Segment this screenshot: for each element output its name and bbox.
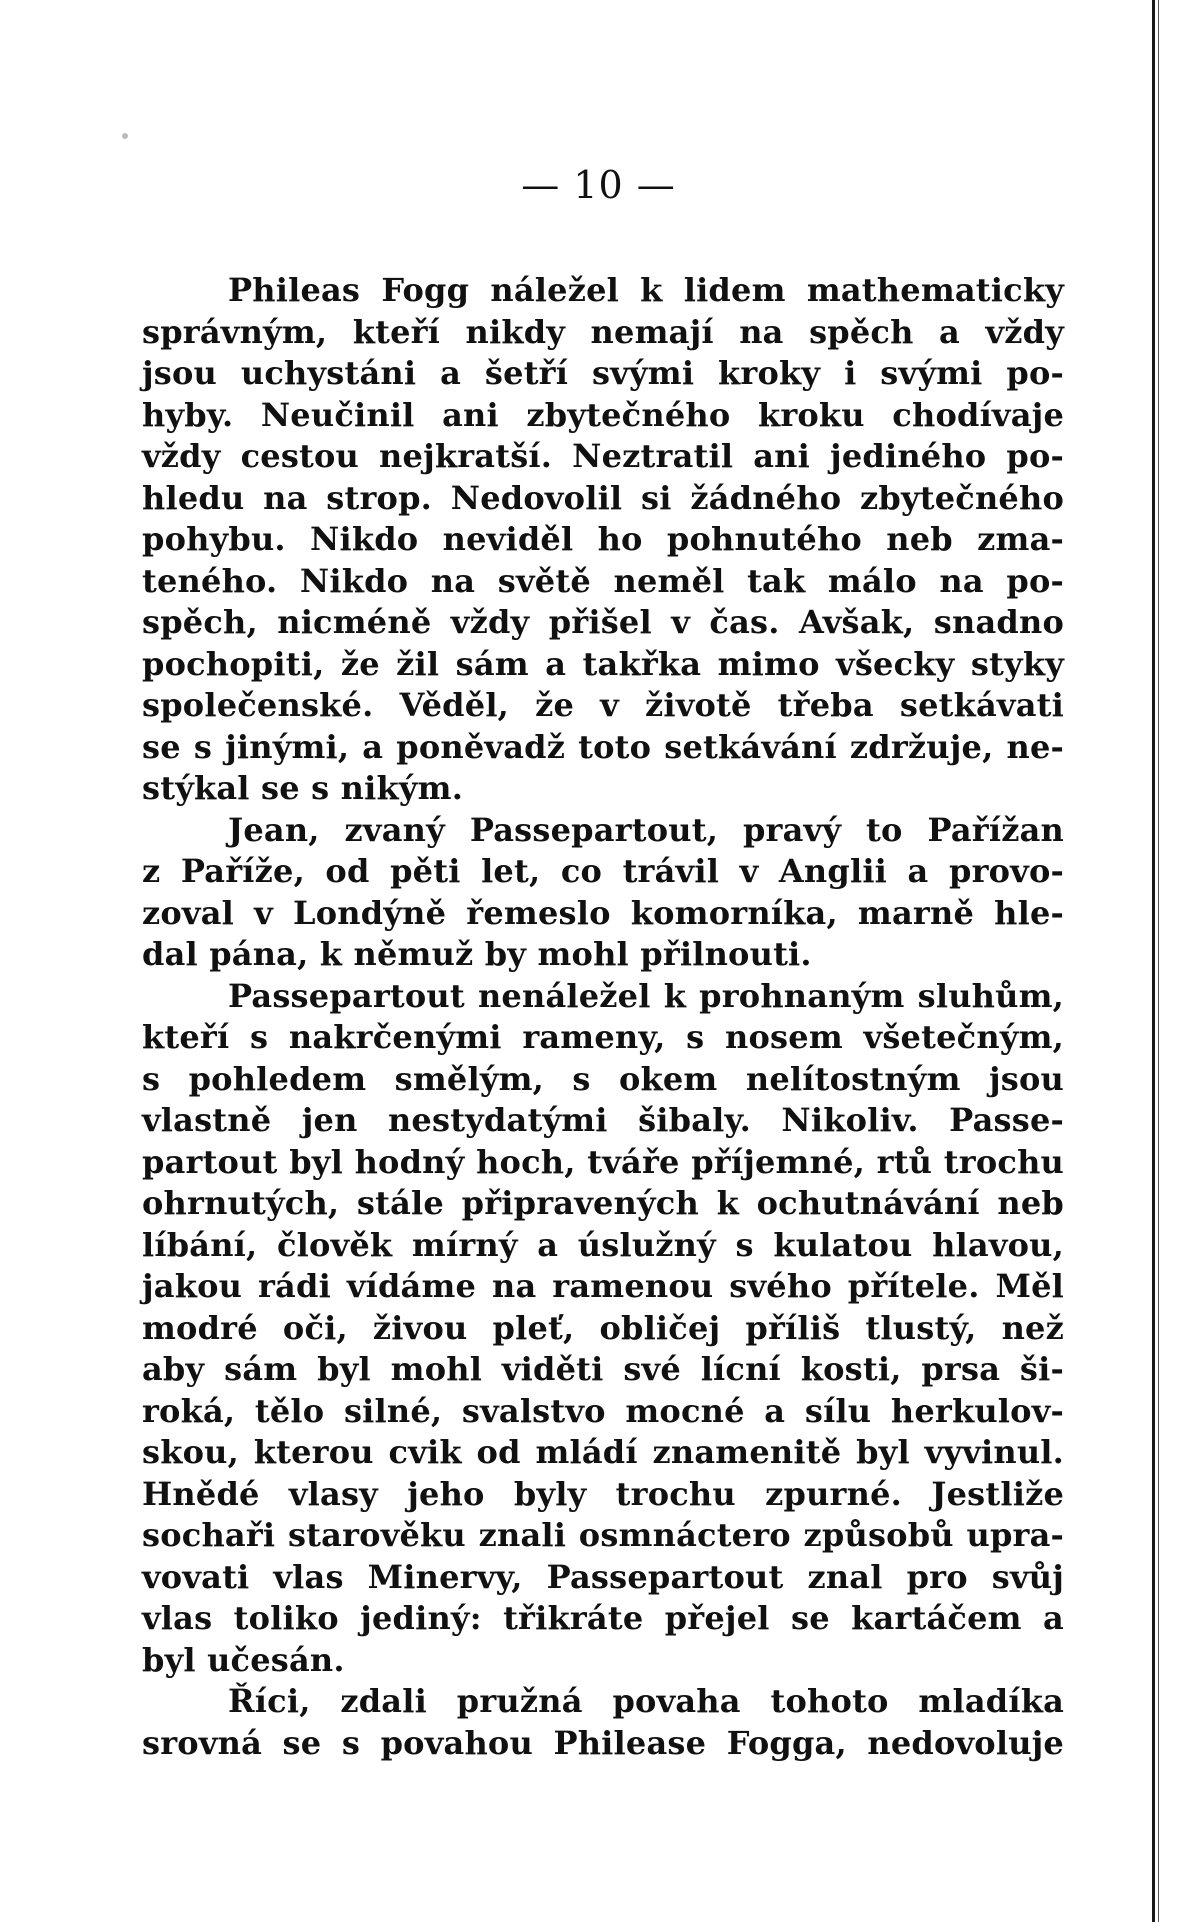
page-number: — 10 — <box>521 163 676 207</box>
page-edge-line-inner <box>1158 0 1159 1922</box>
text-line: Hnědé vlasy jeho byly trochu zpurné. Jestliže <box>142 1474 1064 1513</box>
text-line: byl učesán. <box>142 1640 345 1679</box>
text-line: sochaři starověku znali osmnáctero způsobů upra- <box>142 1516 1064 1554</box>
text-line: Phileas Fogg náležel k lidem mathematicky <box>228 271 1064 309</box>
text-line: Passepartout nenáležel k prohnaným sluhům, <box>228 976 1064 1015</box>
text-line: aby sám byl mohl viděti své lícní kosti, prsa ši- <box>142 1350 1064 1388</box>
text-line: srovná se s povahou Philease Fogga, nedovoluje <box>142 1723 1064 1762</box>
text-line: dal pána, k němuž by mohl přilnouti. <box>142 935 812 973</box>
text-line: jsou uchystáni a šetří svými kroky i svými po- <box>142 354 1064 392</box>
text-line: z Paříže, od pěti let, co trávil v Anglii a provo- <box>142 852 1064 890</box>
paper-speck <box>122 133 128 139</box>
text-line: hledu na strop. Nedovolil si žádného zbytečného <box>142 478 1064 517</box>
text-line: modré oči, živou pleť, obličej příliš tlustý, než <box>142 1308 1064 1347</box>
text-line: Jean, zvaný Passepartout, pravý to Pařížan <box>228 810 1064 849</box>
text-line: partout byl hodný hoch, tváře příjemné, rtů trochu <box>142 1142 1064 1181</box>
page-edge-line <box>1152 0 1155 1922</box>
text-line: vovati vlas Minervy, Passepartout znal pro svůj <box>142 1557 1064 1596</box>
text-line: kteří s nakrčenými rameny, s nosem všetečným, <box>142 1018 1064 1056</box>
body-text <box>142 270 1064 1764</box>
text-line: správným, kteří nikdy nemají na spěch a vždy <box>142 312 1064 351</box>
text-line: se s jinými, a poněvadž toto setkávání zdržuje, ne- <box>142 727 1064 766</box>
text-line: spěch, nicméně vždy přišel v čas. Avšak, snadno <box>142 603 1064 641</box>
text-line: roká, tělo silné, svalstvo mocné a sílu herkulov- <box>142 1391 1064 1430</box>
text-line: stýkal se s nikým. <box>142 769 464 807</box>
text-line: vlastně jen nestydatými šibaly. Nikoliv. Passe- <box>142 1101 1064 1139</box>
text-line: líbání, člověk mírný a úslužný s kulatou hlavou, <box>142 1225 1064 1264</box>
text-line: zoval v Londýně řemeslo komorníka, marně hle- <box>142 893 1064 932</box>
text-line: vždy cestou nejkratší. Neztratil ani jediného po- <box>142 437 1064 475</box>
text-line: pohybu. Nikdo neviděl ho pohnutého neb zma- <box>142 520 1064 558</box>
text-line: pochopiti, že žil sám a takřka mimo všecky styky <box>142 644 1064 683</box>
text-line: skou, kterou cvik od mládí znamenitě byl vyvinul. <box>142 1433 1064 1471</box>
text-line: jakou rádi vídáme na ramenou svého přítele. Měl <box>142 1267 1064 1305</box>
text-line: ohrnutých, stále připravených k ochutnávání neb <box>142 1184 1064 1222</box>
text-line: Říci, zdali pružná povaha tohoto mladíka <box>228 1682 1064 1720</box>
text-line: teného. Nikdo na světě neměl tak málo na po- <box>142 561 1064 600</box>
text-line: s pohledem smělým, s okem nelítostným jsou <box>142 1059 1064 1098</box>
text-line: hyby. Neučinil ani zbytečného kroku chodívaje <box>142 395 1064 434</box>
text-line: společenské. Věděl, že v životě třeba setkávati <box>142 686 1064 724</box>
text-line: vlas toliko jediný: třikráte přejel se kartáčem a <box>142 1599 1064 1637</box>
